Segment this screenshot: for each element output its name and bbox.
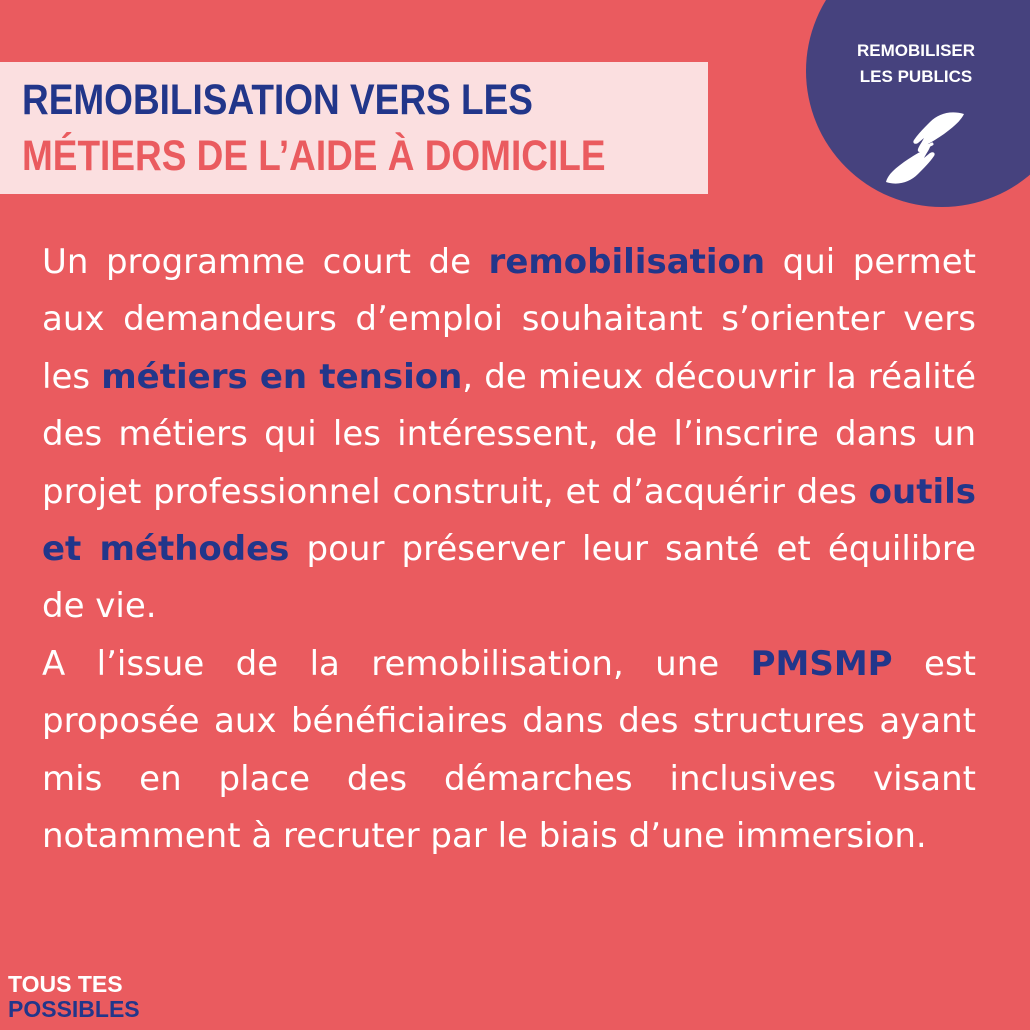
body-text-run: Un programme court de (42, 242, 489, 282)
body-text-run: , de mieux découvrir la réalité des métiers qui les intéressent, de l’inscrire dans un projet professionnel construit, et d’acquérir des (42, 356, 976, 512)
body-text (42, 234, 976, 865)
logo-line-1: TOUS TES (8, 971, 123, 997)
logo-line-2: POSSIBLES (8, 996, 140, 1022)
body-paragraph-2 (42, 636, 976, 866)
title-box (0, 62, 708, 194)
body-text-run: est proposée aux bénéficiaires dans des structures ayant mis en place des démarches inclusives visant notamment à recruter par le biais d’une immersion. (42, 643, 976, 857)
body-text-run: qui permet aux demandeurs d’emploi souhaitant s’orienter vers les (42, 242, 976, 397)
highlight-remobilisation: remobilisation (488, 242, 766, 282)
highlight-pmsmp: PMSMP (750, 643, 893, 684)
badge-line-2: LES PUBLICS (859, 67, 973, 86)
highlight-outils-et-methodes: outils et méthodes (42, 471, 976, 570)
page-title-line-2: MÉTIERS DE L’AIDE À DOMICILE (22, 132, 606, 180)
body-paragraph-1 (42, 234, 976, 636)
helping-hands-icon (884, 108, 966, 188)
page-title-line-1: REMOBILISATION VERS LES (22, 76, 533, 124)
body-text-run: A l’issue de la remobilisation, une (42, 643, 751, 684)
badge-line-1: REMOBILISER (856, 41, 976, 60)
highlight-metiers-en-tension: métiers en tension (101, 356, 463, 397)
brand-logo (8, 972, 178, 1026)
body-text-run: pour préserver leur santé et équilibre de vie. (42, 529, 976, 627)
category-badge-label (806, 38, 1026, 90)
